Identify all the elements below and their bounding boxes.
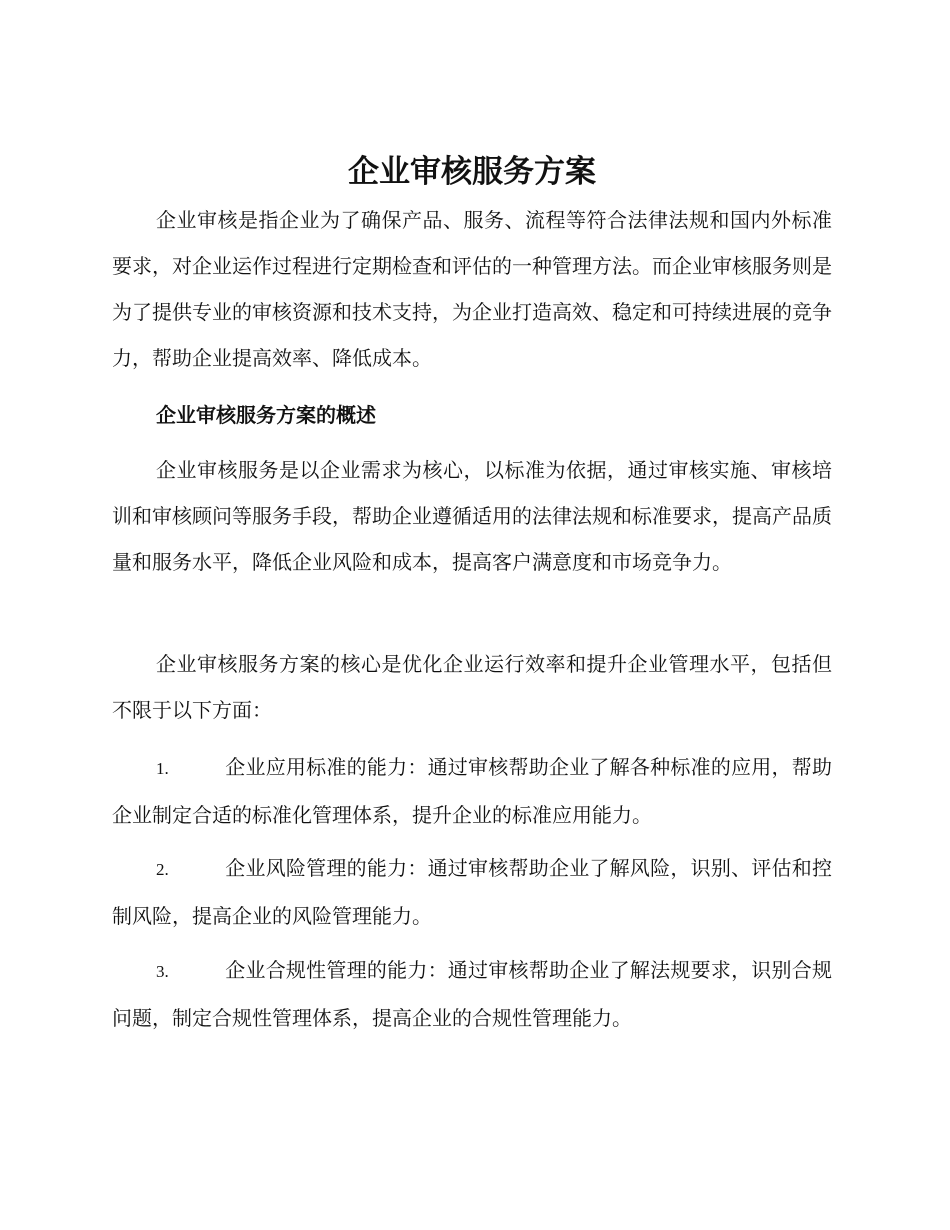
list-item [112, 947, 832, 1041]
list-text: 企业应用标准的能力：通过审核帮助企业了解各种标准的应用，帮助企业制定合适的标准化管理体系，提升企业的标准应用能力。 [112, 755, 832, 827]
core-paragraph: 企业审核服务方案的核心是优化企业运行效率和提升企业管理水平，包括但不限于以下方面： [112, 652, 832, 722]
list-number: 1. [156, 759, 169, 778]
section-heading: 企业审核服务方案的概述 [156, 403, 376, 427]
intro-paragraph: 企业审核是指企业为了确保产品、服务、流程等符合法律法规和国内外标准要求，对企业运作过程进行定期检查和评估的一种管理方法。而企业审核服务则是为了提供专业的审核资源和技术支持，为企业打造高效、稳定和可持续进展的竞争力，帮助企业提高效率、降低成本。 [112, 208, 832, 370]
list-number: 2. [156, 860, 169, 879]
list-number: 3. [156, 962, 169, 981]
list-item [112, 744, 832, 838]
list-item [112, 845, 832, 939]
list-text: 企业合规性管理的能力：通过审核帮助企业了解法规要求，识别合规问题，制定合规性管理体系，提高企业的合规性管理能力。 [112, 958, 832, 1030]
list-text: 企业风险管理的能力：通过审核帮助企业了解风险，识别、评估和控制风险，提高企业的风险管理能力。 [112, 856, 832, 928]
overview-paragraph: 企业审核服务是以企业需求为核心，以标准为依据，通过审核实施、审核培训和审核顾问等服务手段，帮助企业遵循适用的法律法规和标准要求，提高产品质量和服务水平，降低企业风险和成本，提高客户满意度和市场竞争力。 [112, 458, 832, 574]
document-title: 企业审核服务方案 [348, 154, 596, 190]
